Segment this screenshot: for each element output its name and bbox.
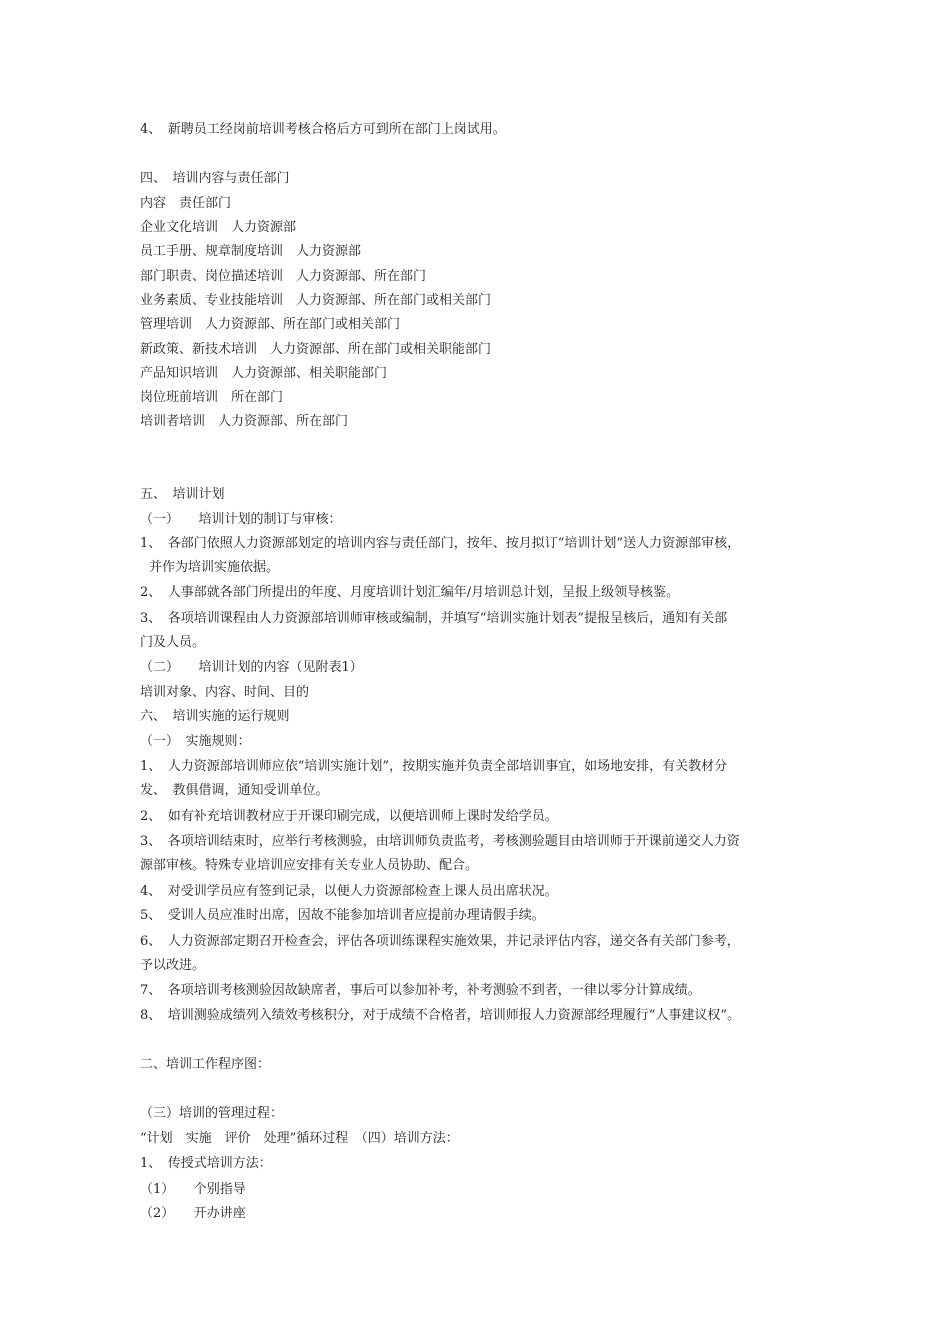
list-item: 业务素质、专业技能培训 人力资源部、所在部门或相关部门 <box>140 293 492 308</box>
paragraph-line: 5、 受训人员应准时出席，因故不能参加培训者应提前办理请假手续。 <box>140 908 545 923</box>
subsection-heading: （一） 培训计划的制订与审核： <box>140 512 342 527</box>
list-item: （1） 个别指导 <box>140 1182 246 1197</box>
list-item: 企业文化培训 人力资源部 <box>140 220 297 235</box>
list-item: 岗位班前培训 所在部门 <box>140 390 284 405</box>
section-heading: 五、 培训计划 <box>140 487 225 502</box>
paragraph-line: 培训对象、内容、时间、目的 <box>140 685 310 700</box>
paragraph-line: 1、 传授式培训方法： <box>140 1156 272 1171</box>
paragraph-line: 6、 人力资源部定期召开检查会，评估各项训练课程实施效果，并记录评估内容，递交各有关部门参考， <box>140 934 740 949</box>
list-item: 产品知识培训 人力资源部、相关职能部门 <box>140 366 388 381</box>
paragraph-line: 1、 各部门依照人力资源部划定的培训内容与责任部门，按年、按月拟订“培训计划”送人力资源部审核， <box>140 536 741 551</box>
paragraph-line: 2、 人事部就各部门所提出的年度、月度培训计划汇编年/月培训总计划，呈报上级领导核鉴。 <box>140 585 680 600</box>
section-heading: 六、 培训实施的运行规则 <box>140 709 290 724</box>
list-item: 管理培训 人力资源部、所在部门或相关部门 <box>140 317 401 332</box>
paragraph-line: 7、 各项培训考核测验因故缺席者，事后可以参加补考，补考测验不到者，一律以零分计算成绩。 <box>140 983 701 998</box>
paragraph-line: 门及人员。 <box>140 635 206 650</box>
list-item: 培训者培训 人力资源部、所在部门 <box>140 414 349 429</box>
list-item: 员工手册、规章制度培训 人力资源部 <box>140 244 362 259</box>
text-line: 4、 新聘员工经岗前培训考核合格后方可到所在部门上岗试用。 <box>140 122 506 137</box>
paragraph-line: 3、 各项培训结束时，应举行考核测验，由培训师负责监考，考核测验题目由培训师于开课前递交人力资 <box>140 834 740 849</box>
list-item: 部门职责、岗位描述培训 人力资源部、所在部门 <box>140 269 427 284</box>
section-heading: 四、 培训内容与责任部门 <box>140 171 290 186</box>
section-heading: 二、培训工作程序图： <box>140 1057 271 1072</box>
subsection-heading: （二） 培训计划的内容（见附表1） <box>140 660 363 675</box>
paragraph-line: 4、 对受训学员应有签到记录，以便人力资源部检查上课人员出席状况。 <box>140 884 558 899</box>
paragraph-line: 2、 如有补充培训教材应于开课印刷完成，以便培训师上课时发给学员。 <box>140 809 558 824</box>
paragraph-line: 并作为培训实施依据。 <box>149 560 280 575</box>
list-item: 新政策、新技术培训 人力资源部、所在部门或相关职能部门 <box>140 342 492 357</box>
paragraph-line: “计划 实施 评价 处理”循环过程 （四）培训方法： <box>140 1131 459 1146</box>
subsection-heading: （一） 实施规则： <box>140 734 251 749</box>
list-item: （2） 开办讲座 <box>140 1206 246 1221</box>
table-header: 内容 责任部门 <box>140 196 232 211</box>
paragraph-line: 予以改进。 <box>140 958 206 973</box>
paragraph-line: 1、 人力资源部培训师应依“培训实施计划”，按期实施并负责全部培训事宜，如场地安排，有关教材分 <box>140 759 728 774</box>
paragraph-line: 8、 培训测验成绩列入绩效考核积分，对于成绩不合格者，培训师报人力资源部经理履行“人事建议权”。 <box>140 1008 741 1023</box>
subsection-heading: （三）培训的管理过程： <box>140 1106 284 1121</box>
paragraph-line: 3、 各项培训课程由人力资源部培训师审核或编制，并填写“培训实施计划表”提报呈核后，通知有关部 <box>140 611 728 626</box>
paragraph-line: 发、 教俱借调，通知受训单位。 <box>140 783 329 798</box>
paragraph-line: 源部审核。特殊专业培训应安排有关专业人员协助、配合。 <box>140 858 479 873</box>
